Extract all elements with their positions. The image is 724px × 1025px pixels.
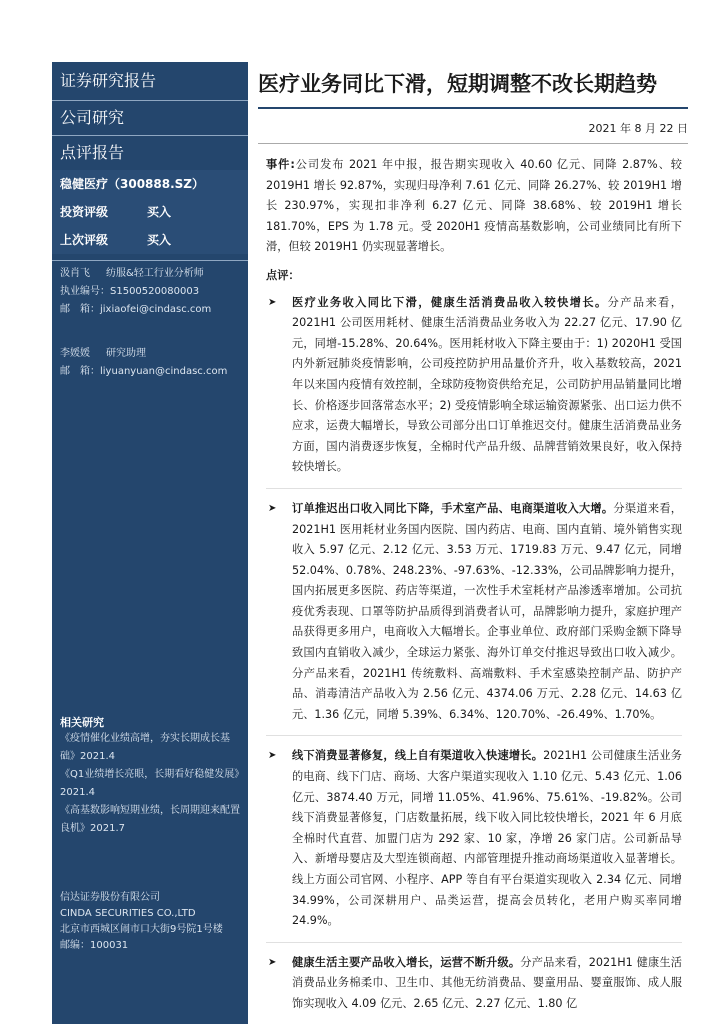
company-info bbox=[52, 890, 256, 954]
divider bbox=[266, 942, 682, 943]
research-type-header: 公司研究 bbox=[52, 101, 248, 136]
event-label: 事件: bbox=[266, 158, 295, 171]
analyst2-name: 李媛媛 bbox=[60, 348, 90, 359]
report-title: 医疗业务同比下滑，短期调整不改长期趋势 bbox=[258, 72, 657, 96]
divider bbox=[266, 488, 682, 489]
related-research bbox=[52, 714, 248, 838]
rating-value: 买入 bbox=[147, 205, 172, 219]
company-address: 北京市西城区闹市口大街9号院1号楼 bbox=[60, 924, 223, 935]
rating-row bbox=[52, 198, 248, 226]
report-category-header: 点评报告 bbox=[60, 143, 125, 162]
bullet-heading: 健康生活主要产品收入增长，运营不断升级。 bbox=[292, 955, 521, 969]
company-postcode: 邮编：100031 bbox=[60, 940, 129, 951]
prev-rating-row bbox=[52, 226, 248, 254]
related-item[interactable]: 《疫情催化业绩高增，夯实长期成长基础》2021.4 bbox=[60, 733, 230, 762]
divider bbox=[266, 735, 682, 736]
related-label: 相关研究 bbox=[60, 716, 104, 729]
report-type-header: 证券研究报告 bbox=[52, 62, 248, 101]
prev-rating-value: 买入 bbox=[147, 233, 172, 247]
bullet-point bbox=[266, 293, 682, 478]
analyst2-email-line bbox=[52, 363, 248, 381]
bullet-text: 分产品来看，2021H1 公司医用耗材、健康生活消费品业务收入为 22.27 亿元、17.90 亿元，同增-15.28%、20.64%。医用耗材收入下降主要由于：1) 2020H1 受国内外新冠肺炎疫情影响，公司疫控防护用品量价齐升，收入基数较高，2021 年以来国内疫情有效控制，全球防疫物资供给充足，公司防护用品销量同比增长、价格逐步回落常态水平；2) 受疫情影响全球运输资源紧张、出口运力供不应求，运费大幅增长，导致公司部分出口订单推迟交付。健康生活消费品业务方面，国内消费逐步恢复，全棉时代产品升级、品牌营销效果良好，收入保持较快增长。 bbox=[292, 295, 682, 474]
date-divider bbox=[258, 143, 688, 144]
report-body bbox=[266, 155, 682, 1025]
company-name-en: CINDA SECURITIES CO.,LTD bbox=[60, 908, 196, 919]
bullet-point bbox=[266, 953, 682, 1015]
bullet-text: 2021H1 公司健康生活业务的电商、线下门店、商场、大客户渠道实现收入 1.10 亿元、5.43 亿元、1.06 亿元、3874.40 万元，同增 11.05%、41.96%、75.61%、-19.82%。公司线下消费显著修复，门店数量拓展，线下收入同比较快增长，2021 年 6 月底全棉时代直营、加盟门店为 292 家、10 家，净增 26 家门店。公司新品导入、新增母婴店及大型连锁商超、内部管理提升推动商场渠道收入显著增长。线上方面公司官网、小程序、APP 等自有平台渠道实现收入 2.34 亿元、同增 34.99%，公司深耕用户、品类运营，提高会员转化，老用户购买率同增 24.9%。 bbox=[292, 749, 682, 928]
stock-name: 稳健医疗（300888.SZ） bbox=[60, 177, 205, 191]
analyst1-line bbox=[52, 265, 248, 283]
bullet-point bbox=[266, 499, 682, 726]
related-item[interactable]: 《高基数影响短期业绩，长周期迎来配置良机》2021.7 bbox=[60, 805, 240, 834]
email-label: 邮 箱： bbox=[60, 304, 100, 315]
rating-block bbox=[52, 170, 248, 254]
analyst-block bbox=[52, 260, 248, 381]
arrow-bullet-icon: ➤ bbox=[268, 502, 277, 514]
sidebar bbox=[52, 62, 248, 1024]
analyst1-email-line bbox=[52, 301, 248, 319]
arrow-bullet-icon: ➤ bbox=[268, 750, 277, 762]
comment-label: 点评： bbox=[266, 268, 300, 282]
bullet-point bbox=[266, 746, 682, 931]
title-divider bbox=[258, 107, 688, 109]
analyst2-line bbox=[52, 345, 248, 363]
bullet-text: 分渠道来看，2021H1 医用耗材业务国内医院、国内药店、电商、国内直销、境外销售实现收入 5.97 亿元、2.12 亿元、3.53 万元、1719.83 万元、9.47 亿元，同增 52.04%、0.78%、248.23%、-97.63%、-12.33%，公司品牌影响力提升，国内拓展更多医院、药店等渠道，一次性手术室耗材产品渗透率增加。公司抗疫优秀表现、口罩等防护品质得到消费者认可，品牌影响力提升，家庭护理产品获得更多用户，电商收入大幅增长。企事业单位、政府部门采购金额下降导致国内直销收入减少，全球运力紧张、海外订单交付推迟导致出口收入减少。分产品来看，2021H1 传统敷料、高端敷料、手术室感染控制产品、防护产品、消毒清洁产品收入为 2.56 亿元、4374.06 万元、2.28 亿元、14.63 亿元、1.36 亿元，同增 5.39%、6.34%、120.70%、-26.49%、1.70%。 bbox=[292, 501, 682, 721]
report-date: 2021 年 8 月 22 日 bbox=[588, 122, 688, 135]
bullet-heading: 订单推迟出口收入同比下降，手术室产品、电商渠道收入大增。 bbox=[292, 501, 614, 515]
arrow-bullet-icon: ➤ bbox=[268, 296, 277, 308]
analyst1-title: 纺服&轻工行业分析师 bbox=[106, 268, 204, 279]
analyst2-title: 研究助理 bbox=[106, 348, 146, 359]
bullet-text: 分产品来看，2021H1 健康生活消费品业务棉柔巾、卫生巾、其他无纺消费品、婴童用品、婴童服饰、成人服饰实现收入 4.09 亿元、2.65 亿元、2.27 亿元、1.80 亿 bbox=[292, 955, 682, 1010]
arrow-bullet-icon: ➤ bbox=[268, 956, 277, 968]
analyst2-email[interactable]: liyuanyuan@cindasc.com bbox=[100, 366, 228, 377]
related-item[interactable]: 《Q1业绩增长亮眼，长期看好稳健发展》2021.4 bbox=[60, 769, 240, 798]
bullet-heading: 线下消费显著修复，线上自有渠道收入快速增长。 bbox=[292, 749, 544, 763]
rating-label: 投资评级 bbox=[60, 205, 109, 219]
event-paragraph bbox=[266, 155, 682, 258]
analyst1-name: 汲肖飞 bbox=[60, 268, 90, 279]
prev-rating-label: 上次评级 bbox=[60, 233, 109, 247]
analyst1-email[interactable]: jixiaofei@cindasc.com bbox=[100, 304, 212, 315]
event-text: 公司发布 2021 年中报，报告期实现收入 40.60 亿元、同降 2.87%、较 2019H1 增长 92.87%，实现归母净利 7.61 亿元、同降 26.27%、较 2019H1 增长 230.97%，实现扣非净利 6.27 亿元、同降 38.68%、较 2019H1 增长 181.70%，EPS 为 1.78 元。受 2020H1 疫情高基数影响，公司业绩同比有所下滑，但较 2019H1 仍实现显著增长。 bbox=[266, 158, 682, 254]
bullet-heading: 医疗业务收入同比下滑，健康生活消费品收入较快增长。 bbox=[292, 295, 608, 309]
email-label: 邮 箱： bbox=[60, 366, 100, 377]
analyst1-license: 执业编号：S1500520080003 bbox=[60, 286, 200, 297]
company-name-cn: 信达证券股份有限公司 bbox=[60, 892, 160, 903]
